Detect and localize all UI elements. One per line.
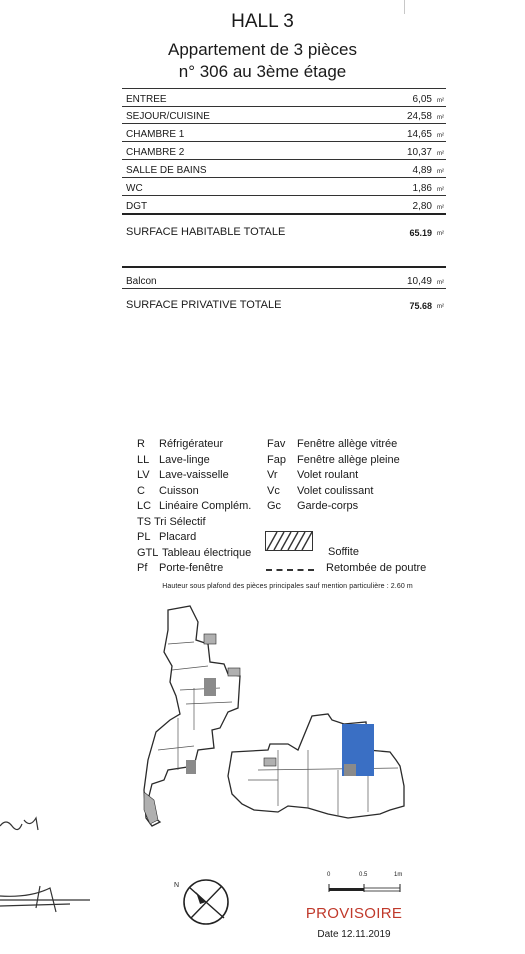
total-habitable-label: SURFACE HABITABLE TOTALE xyxy=(126,226,286,238)
legend-item xyxy=(137,515,206,531)
beam-dash-line xyxy=(266,569,314,571)
legend-code: C xyxy=(137,484,145,497)
room-name: ENTREE xyxy=(126,94,167,105)
legend-code: Vc xyxy=(267,484,280,497)
area-unit: m² xyxy=(437,98,444,104)
legend-desc: Placard xyxy=(159,531,197,543)
legend-item xyxy=(137,546,252,562)
total-private-label: SURFACE PRIVATIVE TOTALE xyxy=(126,299,282,311)
legend-code: PL xyxy=(137,531,151,543)
total-habitable-area: 65.19 xyxy=(409,228,432,238)
room-area: 2,80 xyxy=(412,201,432,212)
room-name: CHAMBRE 2 xyxy=(126,147,185,158)
legend-item xyxy=(137,437,224,453)
legend-desc: Lave-vaisselle xyxy=(159,469,229,481)
ceiling-height-note: Hauteur sous plafond des pièces principales sauf mention particulière : 2.60 m xyxy=(162,583,413,590)
balcony-label: Balcon xyxy=(126,276,157,287)
room-area: 1,86 xyxy=(412,183,432,194)
balcony-area: 10,49 xyxy=(406,276,432,287)
apartment-type: Appartement de 3 pièces xyxy=(167,40,357,59)
room-name: CHAMBRE 1 xyxy=(126,129,185,140)
legend-right xyxy=(267,437,400,515)
legend-code: Gc xyxy=(267,500,282,512)
legend-code: Fap xyxy=(267,453,286,466)
retombee-label: Retombée de poutre xyxy=(326,562,427,574)
legend-item xyxy=(137,530,197,546)
legend-desc: Réfrigérateur xyxy=(159,438,224,450)
legend-code: LL xyxy=(137,453,150,466)
legend-desc: Linéaire Complém. xyxy=(159,500,252,512)
room-area: 24,58 xyxy=(406,111,432,122)
legend-code: TS xyxy=(137,515,152,528)
document-date: Date 12.11.2019 xyxy=(317,929,391,940)
apartment-location: n° 306 au 3ème étage xyxy=(178,62,347,81)
scale-label: 1m xyxy=(394,872,403,878)
table-row xyxy=(122,159,446,178)
legend-desc: Volet coulissant xyxy=(297,484,374,497)
area-unit: m² xyxy=(437,205,444,211)
area-unit: m² xyxy=(437,280,444,286)
legend-item xyxy=(137,453,210,469)
legend-desc: Garde-corps xyxy=(297,500,359,512)
room-area: 10,37 xyxy=(406,147,432,158)
area-unit: m² xyxy=(437,151,444,157)
legend-item xyxy=(267,453,400,469)
legend-item xyxy=(267,499,359,515)
table-row xyxy=(122,89,446,107)
table-row xyxy=(122,141,446,160)
area-unit: m² xyxy=(437,231,444,237)
legend-code: LC xyxy=(137,500,152,512)
signature-icon xyxy=(0,878,95,918)
legend-item xyxy=(137,484,199,500)
room-area: 4,89 xyxy=(412,165,432,176)
legend-item xyxy=(267,468,359,484)
legend-desc: Porte-fenêtre xyxy=(159,562,224,574)
legend-code: Fav xyxy=(267,438,286,450)
legend-desc: Tri Sélectif xyxy=(154,515,206,528)
room-name: SALLE DE BAINS xyxy=(126,165,207,176)
total-private-area: 75.68 xyxy=(409,301,432,311)
legend-code: R xyxy=(137,438,145,450)
table-row xyxy=(122,123,446,142)
table-row xyxy=(122,177,446,196)
key-plan xyxy=(128,600,448,830)
handwritten-initials-icon xyxy=(0,806,50,836)
soffite-hatch-icon xyxy=(265,531,313,551)
legend-desc: Lave-linge xyxy=(159,453,210,466)
legend-code: Vr xyxy=(267,469,278,481)
scale-label: 0 xyxy=(327,872,331,878)
hall-title: HALL 3 xyxy=(231,11,294,32)
room-name: DGT xyxy=(126,201,148,212)
legend-code: LV xyxy=(137,469,150,481)
total-private-row xyxy=(122,288,446,312)
room-name: SEJOUR/CUISINE xyxy=(126,111,210,122)
legend-item xyxy=(137,499,252,515)
building-outline xyxy=(144,606,404,826)
status-provisoire: PROVISOIRE xyxy=(305,905,403,922)
legend-code: Pf xyxy=(137,562,148,574)
soffite-label: Soffite xyxy=(328,546,359,558)
table-row xyxy=(122,268,446,289)
legend-item xyxy=(267,484,374,500)
legend-desc: Volet roulant xyxy=(297,469,359,481)
north-compass-icon xyxy=(172,874,236,930)
area-unit: m² xyxy=(437,187,444,193)
legend-item xyxy=(137,468,229,484)
compass-north-label: N xyxy=(174,882,180,889)
legend-desc: Tableau électrique xyxy=(162,546,252,559)
scale-bar-graphic xyxy=(324,876,414,900)
area-unit: m² xyxy=(437,169,444,175)
legend-left xyxy=(137,437,252,577)
room-area: 14,65 xyxy=(406,129,432,140)
table-row xyxy=(122,106,446,124)
room-name: WC xyxy=(126,183,143,194)
table-row xyxy=(122,195,446,215)
area-unit: m² xyxy=(437,133,444,139)
total-habitable-row xyxy=(122,215,446,239)
legend-item xyxy=(267,437,398,453)
legend-desc: Cuisson xyxy=(159,484,199,497)
area-unit: m² xyxy=(437,115,444,121)
legend-code: GTL xyxy=(137,546,159,559)
scale-label: 0.5 xyxy=(359,872,368,878)
room-area: 6,05 xyxy=(412,94,432,105)
legend-desc: Fenêtre allège vitrée xyxy=(297,438,398,450)
legend-item xyxy=(137,561,224,577)
legend-desc: Fenêtre allège pleine xyxy=(297,453,400,466)
area-unit: m² xyxy=(437,304,444,310)
